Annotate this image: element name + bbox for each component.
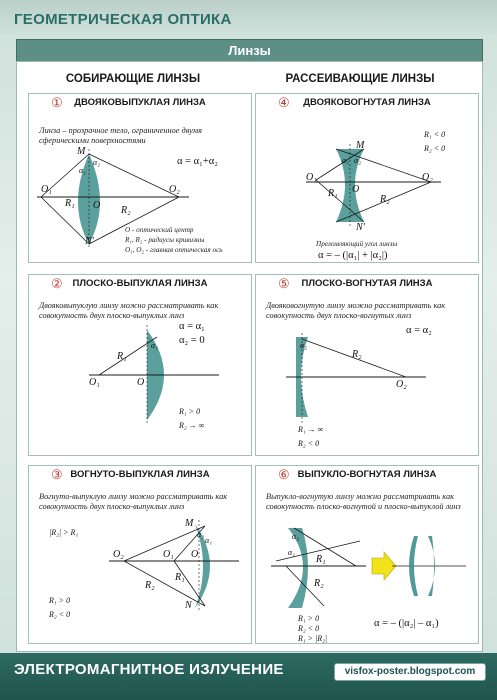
label-O1: O₁ bbox=[306, 172, 317, 183]
panel-description: Выпукло-вогнутую линзу можно рассматривать как совокупность плоско-вогнутой и плоско-выпуклой линз bbox=[266, 492, 461, 511]
panel-biconvex bbox=[28, 93, 252, 263]
r-condition-1: R₁ → ∞ bbox=[298, 425, 324, 434]
label-R2: R₂ bbox=[145, 580, 155, 591]
label-R1: R₁ bbox=[65, 198, 75, 209]
panel-number: ③ bbox=[51, 467, 63, 482]
panel-title: ДВОЯКОВЫПУКЛАЯ ЛИНЗА bbox=[74, 97, 206, 108]
panel-plano-convex bbox=[28, 274, 252, 456]
panel-number: ② bbox=[51, 276, 63, 291]
label-O1: O₁ bbox=[41, 184, 52, 195]
main-title: ГЕОМЕТРИЧЕСКАЯ ОПТИКА bbox=[14, 11, 232, 28]
formula: α = α₂ bbox=[406, 325, 432, 336]
plano-convex-diagram bbox=[29, 275, 251, 455]
label-R2: R₂ bbox=[314, 578, 324, 589]
biconcave-diagram bbox=[256, 94, 478, 262]
r-condition-2: R₂ < 0 bbox=[298, 439, 320, 448]
footer-title: ЭЛЕКТРОМАГНИТНОЕ ИЗЛУЧЕНИЕ bbox=[14, 661, 284, 678]
formula: α = – (|α₁| + |α₂|) bbox=[318, 250, 388, 261]
r-condition-2: R₂ < 0 bbox=[424, 144, 446, 153]
r-condition-2: R₂ < 0 bbox=[49, 610, 71, 619]
note-3: O₁, O₂ - главная оптическая ось bbox=[125, 246, 223, 254]
formula-line-1: α = α₁ bbox=[179, 321, 205, 332]
condition: |R₂| > R₁ bbox=[49, 528, 79, 537]
label-a1: α₁ bbox=[342, 156, 349, 165]
r-condition-2: R₂ < 0 bbox=[298, 624, 320, 633]
column-title-diverging: РАССЕИВАЮЩИЕ ЛИНЗЫ bbox=[285, 73, 435, 85]
r-condition-1: R₁ > 0 bbox=[298, 614, 320, 623]
label-M: M bbox=[77, 146, 86, 157]
label-O: O bbox=[137, 377, 145, 388]
panel-number: ⑤ bbox=[278, 276, 290, 291]
panel-concave-convex bbox=[28, 465, 252, 644]
label-O1: O₁ bbox=[163, 549, 174, 560]
panel-number: ④ bbox=[278, 95, 290, 110]
label-M: M bbox=[185, 518, 194, 529]
label-a1: α₁ bbox=[151, 341, 158, 350]
label-a1: α₁ bbox=[79, 166, 86, 175]
label-O2: O₂ bbox=[169, 184, 180, 195]
label-O: O bbox=[191, 549, 199, 560]
label-a1: α₁ bbox=[288, 548, 295, 557]
label-R1: R₁ bbox=[328, 188, 338, 199]
label-N: N' bbox=[356, 222, 365, 233]
panel-plano-concave bbox=[255, 274, 479, 456]
r-condition-1: R₁ > 0 bbox=[179, 407, 201, 416]
label-O2: O₂ bbox=[422, 172, 433, 183]
panel-description: Линза – прозрачное тело, ограниченное двумя сферическими поверхностями bbox=[39, 126, 202, 145]
label-R2: R₂ bbox=[121, 205, 131, 216]
r-condition-2: R₂ → ∞ bbox=[179, 421, 205, 430]
panel-title: ПЛОСКО-ВОГНУТАЯ ЛИНЗА bbox=[301, 278, 433, 289]
r-condition-3: R₁ > |R₂| bbox=[298, 634, 328, 643]
label-a2: α₂ bbox=[197, 530, 204, 539]
panel-description: Двояковыпуклую линзу можно рассматривать как совокупность двух плоско-выпуклых линз bbox=[39, 301, 219, 320]
panel-convex-concave bbox=[255, 465, 479, 644]
panel-title: ВЫПУКЛО-ВОГНУТАЯ ЛИНЗА bbox=[297, 469, 437, 480]
label-R1: R₁ bbox=[175, 572, 185, 583]
note-1: O - оптический центр bbox=[125, 226, 194, 234]
formula: α = – (|α₂| – α₁) bbox=[374, 618, 439, 629]
label-M: M bbox=[356, 140, 365, 151]
panel-number: ⑥ bbox=[278, 467, 290, 482]
label-O: O bbox=[93, 200, 101, 211]
label-R2: R₂ bbox=[352, 349, 362, 360]
panel-title: ВОГНУТО-ВЫПУКЛАЯ ЛИНЗА bbox=[70, 469, 210, 480]
panel-title: ПЛОСКО-ВЫПУКЛАЯ ЛИНЗА bbox=[72, 278, 208, 289]
formula: α = α₁+α₂ bbox=[177, 156, 218, 167]
label-O2: O₂ bbox=[113, 549, 124, 560]
section-title: Линзы bbox=[228, 43, 271, 58]
label-a2: α₂ bbox=[93, 158, 100, 167]
site-link[interactable]: visfox-poster.blogspot.com bbox=[334, 663, 486, 681]
r-condition-1: R₁ > 0 bbox=[49, 596, 71, 605]
label-a1: α₁ bbox=[205, 536, 212, 545]
label-a2: α₂ bbox=[354, 156, 361, 165]
panel-description: Двояковогнутую линзу можно рассматривать как совокупность двух плоско-вогнутых линз bbox=[266, 301, 446, 320]
panel-biconcave bbox=[255, 93, 479, 263]
panel-number: ① bbox=[51, 95, 63, 110]
formula-line-2: α₂ = 0 bbox=[179, 335, 205, 346]
r-condition-1: R₁ < 0 bbox=[424, 130, 446, 139]
label-O1: O₁ bbox=[89, 377, 100, 388]
column-title-converging: СОБИРАЮЩИЕ ЛИНЗЫ bbox=[65, 73, 201, 85]
label-a2: α₂ bbox=[300, 341, 307, 350]
label-O: O bbox=[352, 184, 360, 195]
section-bar bbox=[16, 39, 483, 63]
panel-description: Вогнуто-выпуклую линзу можно рассматривать как совокупность двух плоско-выпуклых линз bbox=[39, 492, 228, 511]
note-2: R₁, R₂ - радиусы кривизны bbox=[125, 236, 205, 244]
label-O2: O₂ bbox=[396, 379, 407, 390]
label-a2: α₂ bbox=[292, 532, 299, 541]
label-R1: R₁ bbox=[316, 554, 326, 565]
label-R1: R₁ bbox=[117, 351, 127, 362]
panel-title: ДВОЯКОВОГНУТАЯ ЛИНЗА bbox=[303, 97, 431, 108]
label-R2: R₂ bbox=[380, 194, 390, 205]
note: Преломляющий угол линзы bbox=[316, 240, 398, 248]
label-N: N bbox=[185, 600, 192, 611]
plano-concave-diagram bbox=[256, 275, 478, 455]
label-N: N' bbox=[85, 236, 94, 247]
